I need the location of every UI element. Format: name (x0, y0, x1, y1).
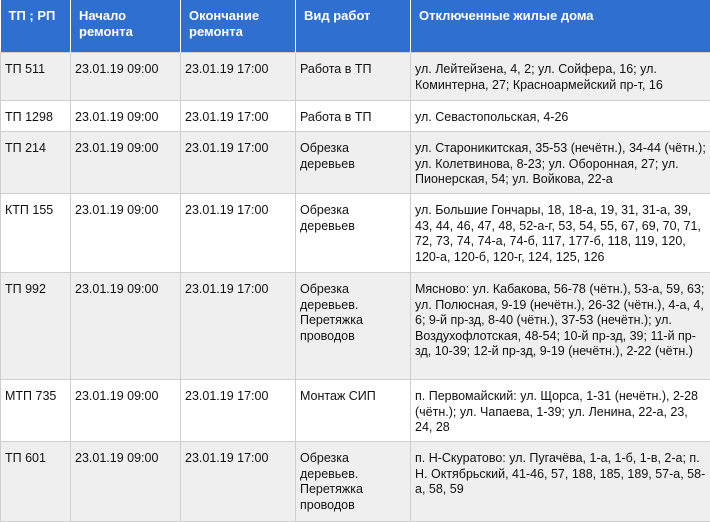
cell-start: 23.01.19 09:00 (71, 273, 181, 380)
cell-work: Монтаж СИП (296, 380, 411, 442)
cell-start: 23.01.19 09:00 (71, 380, 181, 442)
cell-work: Обрезка деревьев (296, 132, 411, 194)
cell-houses: ул. Большие Гончары, 18, 18-а, 19, 31, 31-а, 39, 43, 44, 46, 47, 48, 52-а-г, 53, 54, 55, 67, 69, 70, 71, 72, 73, 74, 74-а, 74-б, 117, 177-б, 118, 119, 120, 120-а, 120-б, 120-г, 124, 125, 126 (411, 194, 710, 273)
cell-start: 23.01.19 09:00 (71, 194, 181, 273)
table-row (1, 101, 710, 132)
cell-houses: Мясново: ул. Кабакова, 56-78 (чётн.), 53-а, 59, 63; ул. Полюсная, 9-19 (нечётн.), 26-32 (чётн.), 4-а, 4, 6; 9-й пр-зд, 8-40 (чётн.), 37-53 (нечётн.); ул. Воздухофлотская, 48-54; 10-й пр-зд, 39; 11-й пр-зд, 10-39; 12-й пр-зд, 9-19 (нечётн.), 2-22 (чётн.) (411, 273, 710, 380)
table-row (1, 273, 710, 380)
cell-houses: ул. Староникитская, 35-53 (нечётн.), 34-44 (чётн.); ул. Колетвинова, 8-23; ул. Оборонная, 27; ул. Пионерская, 54; ул. Войкова, 22-а (411, 132, 710, 194)
cell-tp: ТП 601 (1, 442, 71, 522)
cell-houses: ул. Севастопольская, 4-26 (411, 101, 710, 132)
cell-tp: ТП 214 (1, 132, 71, 194)
cell-tp: МТП 735 (1, 380, 71, 442)
cell-tp: ТП 1298 (1, 101, 71, 132)
cell-end: 23.01.19 17:00 (181, 442, 296, 522)
header-work: Вид работ (296, 0, 411, 53)
cell-end: 23.01.19 17:00 (181, 101, 296, 132)
cell-end: 23.01.19 17:00 (181, 194, 296, 273)
cell-houses: п. Н-Скуратово: ул. Пугачёва, 1-а, 1-б, 1-в, 2-а; п. Н. Октябрьский, 41-46, 57, 188, 185, 189, 57-а, 58-а, 58, 59 (411, 442, 710, 522)
header-row (1, 0, 710, 53)
cell-start: 23.01.19 09:00 (71, 53, 181, 101)
header-houses: Отключенные жилые дома (411, 0, 710, 53)
cell-work: Обрезка деревьев. Перетяжка проводов (296, 273, 411, 380)
table-row (1, 194, 710, 273)
cell-end: 23.01.19 17:00 (181, 273, 296, 380)
cell-work: Работа в ТП (296, 53, 411, 101)
header-tp: ТП ; РП (1, 0, 71, 53)
table-row (1, 132, 710, 194)
cell-end: 23.01.19 17:00 (181, 132, 296, 194)
cell-start: 23.01.19 09:00 (71, 132, 181, 194)
cell-end: 23.01.19 17:00 (181, 53, 296, 101)
header-start: Начало ремонта (71, 0, 181, 53)
cell-houses: п. Первомайский: ул. Щорса, 1-31 (нечётн.), 2-28 (чётн.); ул. Чапаева, 1-39; ул. Ленина, 22-а, 23, 24, 28 (411, 380, 710, 442)
cell-start: 23.01.19 09:00 (71, 442, 181, 522)
table-row (1, 442, 710, 522)
header-end: Окончание ремонта (181, 0, 296, 53)
cell-tp: КТП 155 (1, 194, 71, 273)
cell-end: 23.01.19 17:00 (181, 380, 296, 442)
table-row (1, 380, 710, 442)
cell-work: Обрезка деревьев. Перетяжка проводов (296, 442, 411, 522)
cell-start: 23.01.19 09:00 (71, 101, 181, 132)
cell-tp: ТП 511 (1, 53, 71, 101)
cell-work: Обрезка деревьев (296, 194, 411, 273)
cell-work: Работа в ТП (296, 101, 411, 132)
cell-tp: ТП 992 (1, 273, 71, 380)
cell-houses: ул. Лейтейзена, 4, 2; ул. Сойфера, 16; ул. Коминтерна, 27; Красноармейский пр-т, 16 (411, 53, 710, 101)
table-row (1, 53, 710, 101)
